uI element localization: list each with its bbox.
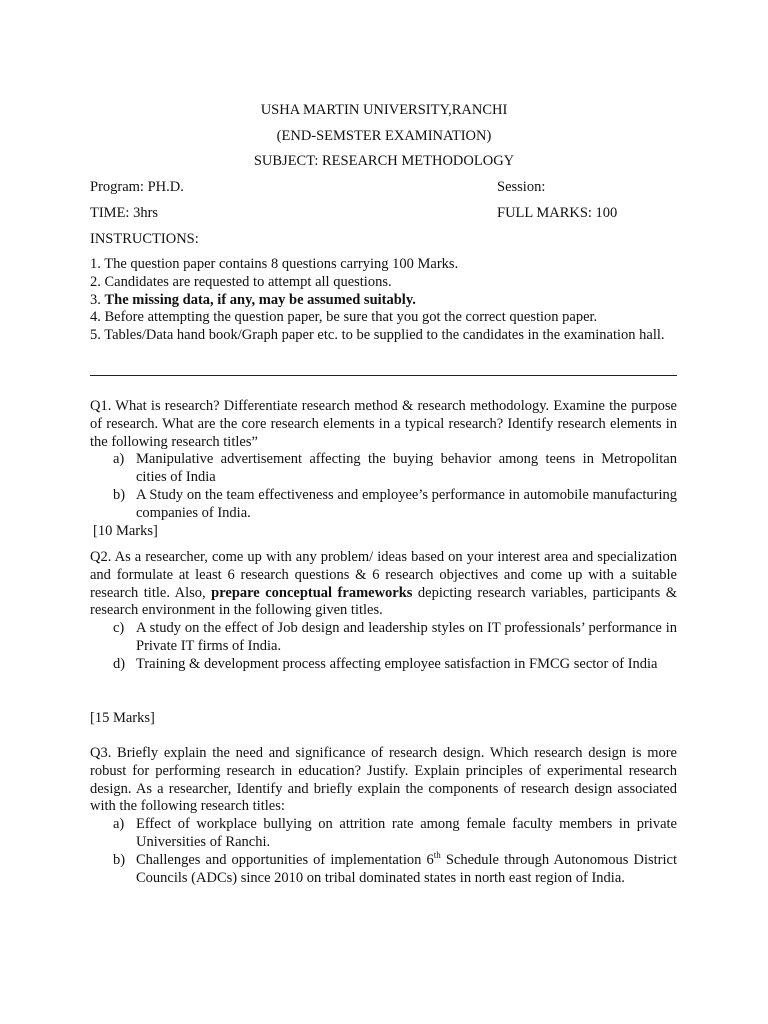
question-2-text-part: Q2. As a researcher, come up with any problem/ ideas based on your interest area and specialization and formulate at least 6 research questions & 6 research objectives and come up with a suitable research title. Also,: [90, 549, 677, 601]
instruction-item: 1. The question paper contains 8 questions carrying 100 Marks.: [90, 256, 459, 272]
instruction-item: 5. Tables/Data hand book/Graph paper etc. to be supplied to the candidates in the examination hall.: [90, 327, 665, 344]
question-3-text: [90, 745, 677, 816]
instructions-list: [90, 256, 677, 345]
list-marker: b): [113, 852, 126, 868]
instructions-heading: INSTRUCTIONS:: [90, 231, 199, 247]
question-3-item-b: [113, 852, 677, 888]
question-1-text: [90, 398, 677, 451]
instruction-number: 3.: [90, 291, 105, 308]
question-1-marks: [10 Marks]: [93, 523, 158, 539]
list-marker: c): [113, 620, 125, 636]
question-2-text: [90, 549, 677, 620]
question-2-bold-text: prepare conceptual frameworks: [211, 584, 413, 601]
list-item-text: A Study on the team effectiveness and employee’s performance in automobile manufacturing companies of India.: [136, 487, 677, 521]
instruction-item: 4. Before attempting the question paper, be sure that you got the correct question paper.: [90, 309, 598, 326]
exam-title: (END-SEMSTER EXAMINATION): [276, 128, 492, 144]
list-item-text: Training & development process affecting employee satisfaction in FMCG sector of India: [136, 656, 658, 672]
university-name: USHA MARTIN UNIVERSITY,RANCHI: [260, 102, 508, 118]
question-1-body: Q1. What is research? Differentiate research method & research methodology. Examine the purpose of research. What are the core research elements in a typical research? Identify research elements in the following research titles”: [90, 398, 677, 450]
question-2-body: [90, 549, 677, 620]
time-label: TIME: 3hrs: [90, 205, 159, 221]
question-2-item-d: [113, 656, 677, 674]
list-item-text: A study on the effect of Job design and leadership styles on IT professionals’ performance in Private IT firms of India.: [136, 620, 677, 654]
list-marker: a): [113, 816, 125, 832]
list-marker: d): [113, 656, 126, 672]
question-1-item-b: [113, 487, 677, 523]
question-1-item-a: [113, 451, 677, 487]
program-label: Program: PH.D.: [90, 179, 184, 195]
divider-line: [90, 375, 677, 376]
instruction-item: 2. Candidates are requested to attempt all questions.: [90, 273, 392, 290]
session-label: Session:: [497, 179, 546, 195]
ordinal-superscript: th: [433, 850, 441, 861]
instruction-item: [90, 292, 677, 310]
list-item-text-part: Challenges and opportunities of implementation 6: [136, 852, 434, 868]
instruction-bold-text: The missing data, if any, may be assumed suitably.: [104, 291, 416, 308]
question-2-marks: [15 Marks]: [90, 710, 155, 726]
question-2-text-part: depicting research variables, participants & research environment in the following given titles.: [90, 584, 677, 619]
list-marker: b): [113, 487, 126, 503]
question-3-body: Q3. Briefly explain the need and significance of research design. Which research design is more robust for performing research in education? Justify. Explain principles of experimental research design. As a researcher, Identify and briefly explain the components of research design associated with the following research titles:: [90, 745, 677, 815]
subject-title: SUBJECT: RESEARCH METHODOLOGY: [253, 153, 515, 169]
question-2-item-c: [113, 620, 677, 656]
list-item-text: Manipulative advertisement affecting the buying behavior among teens in Metropolitan cities of India: [136, 451, 677, 485]
list-item-text-part: Schedule through Autonomous District Councils (ADCs) since 2010 on tribal dominated states in north east region of India.: [136, 852, 677, 886]
question-3-item-a: [113, 816, 677, 852]
list-item-text: [136, 852, 677, 888]
list-marker: a): [113, 451, 125, 467]
full-marks-label: FULL MARKS: 100: [497, 205, 618, 221]
list-item-text: Effect of workplace bullying on attrition rate among female faculty members in private Universities of Ranchi.: [136, 816, 677, 850]
